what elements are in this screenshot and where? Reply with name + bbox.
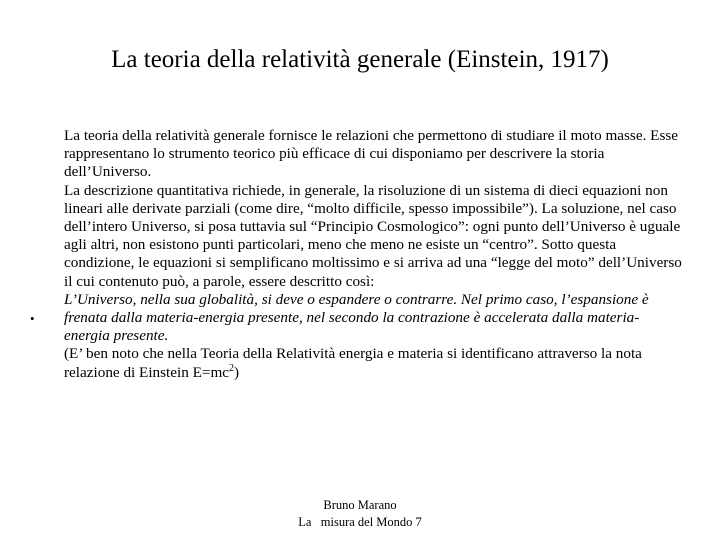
paragraph-intro: La teoria della relatività generale fornisce le relazioni che permettono di studiare il moto masse. Esse rappresentano lo strumento teorico più efficace di cui disponiamo per descrivere la storia dell’Universo. [64, 127, 679, 181]
footer-series: La misura del Mondo 7 [298, 515, 422, 529]
einstein-relation-text: (E’ ben noto che nella Teoria della Relatività energia e materia si identificano attraverso la nota relazione di Einstein E=mc [64, 345, 642, 381]
body-text [64, 127, 684, 382]
paragraph-einstein-relation [64, 345, 684, 381]
paragraph-universe-law: L’Universo, nella sua globalità, si deve o espandere o contrarre. Nel primo caso, l’espansione è frenata dalla materia-energia presente, nel secondo la contrazione è accelerata dalla materia-energia presente. [64, 290, 649, 345]
slide-title: La teoria della relatività generale (Einstein, 1917) [111, 46, 609, 73]
footer-author: Bruno Marano [323, 498, 397, 512]
footer [260, 497, 460, 531]
exponent-superscript: 2 [229, 362, 235, 374]
closing-parenthesis: ) [234, 363, 240, 381]
bullet-marker: • [30, 311, 35, 326]
paragraph-equations: La descrizione quantitativa richiede, in generale, la risoluzione di un sistema di dieci equazioni non lineari alle derivate parziali (come dire, “molto difficile, spesso impossibile”). La soluzione, nel caso dell’intero Universo, si posa tuttavia sul “Principio Cosmologico”: ogni punto dell’Universo è uguale agli altri, non esistono punti particolari, meno che meno ne esiste un “centro”. Sotto questa condizione, le equazioni si semplificano moltissimo e si arriva ad una “legge del moto” dell’Universo il cui contenuto può, a parole, essere descritto così: [64, 181, 682, 290]
